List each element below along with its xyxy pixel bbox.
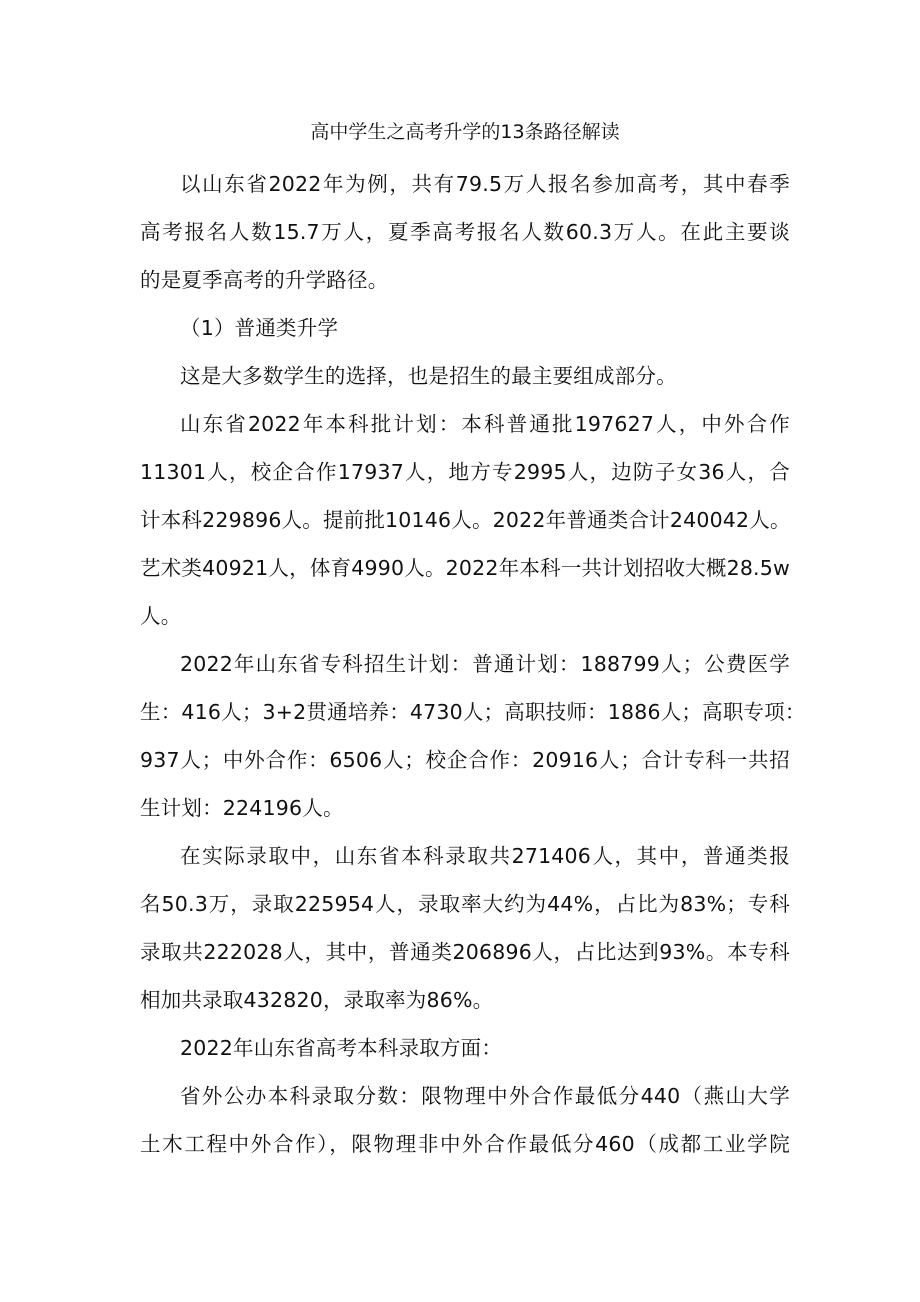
- paragraph: [140, 1072, 790, 1168]
- text-line: 937人；中外合作：6506人；校企合作：20916人；合计专科一共招: [140, 748, 790, 772]
- text-line: 艺术类40921人，体育4990人。2022年本科一共计划招收大概28.5w: [140, 556, 790, 580]
- text-line: 省外公办本科录取分数：限物理中外合作最低分440（燕山大学: [180, 1084, 790, 1108]
- text-line: 高考报名人数15.7万人，夏季高考报名人数60.3万人。在此主要谈: [140, 220, 790, 244]
- paragraph: [140, 400, 790, 640]
- text-line: 录取共222028人，其中，普通类206896人，占比达到93%。本专科: [140, 940, 790, 964]
- document-title: 高中学生之高考升学的13条路径解读: [310, 121, 620, 143]
- text-line: 土木工程中外合作），限物理非中外合作最低分460（成都工业学院: [140, 1132, 790, 1156]
- text-line: 2022年山东省高考本科录取方面：: [180, 1036, 503, 1060]
- text-line: 这是大多数学生的选择，也是招生的最主要组成部分。: [180, 364, 677, 388]
- paragraph: [140, 352, 790, 400]
- text-line: 名50.3万，录取225954人，录取率大约为44%，占比为83%；专科: [140, 892, 790, 916]
- paragraph: [140, 832, 790, 1024]
- paragraph: [140, 640, 806, 832]
- paragraph: [140, 160, 790, 304]
- text-line: 相加共录取432820，录取率为86%。: [140, 988, 494, 1012]
- paragraph: [140, 304, 790, 352]
- document-page: [140, 112, 806, 1168]
- paragraph: [140, 1024, 790, 1072]
- text-line: 生计划：224196人。: [140, 796, 344, 820]
- text-line: 2022年山东省专科招生计划：普通计划：188799人；公费医学: [180, 652, 790, 676]
- document-body: [140, 160, 806, 1168]
- text-line: 计本科229896人。提前批10146人。2022年普通类合计240042人。: [140, 508, 791, 532]
- text-line: 在实际录取中，山东省本科录取共271406人，其中，普通类报: [180, 844, 790, 868]
- text-line: 山东省2022年本科批计划：本科普通批197627人，中外合作: [180, 412, 790, 436]
- text-line: 11301人，校企合作17937人，地方专2995人，边防子女36人，合: [140, 460, 790, 484]
- text-line: 以山东省2022年为例，共有79.5万人报名参加高考，其中春季: [180, 172, 790, 196]
- text-line: 的是夏季高考的升学路径。: [140, 268, 389, 292]
- text-line: （1）普通类升学: [180, 316, 339, 340]
- text-line: 生：416人；3+2贯通培养：4730人；高职技师：1886人；高职专项：: [140, 700, 806, 724]
- text-line: 人。: [140, 604, 182, 628]
